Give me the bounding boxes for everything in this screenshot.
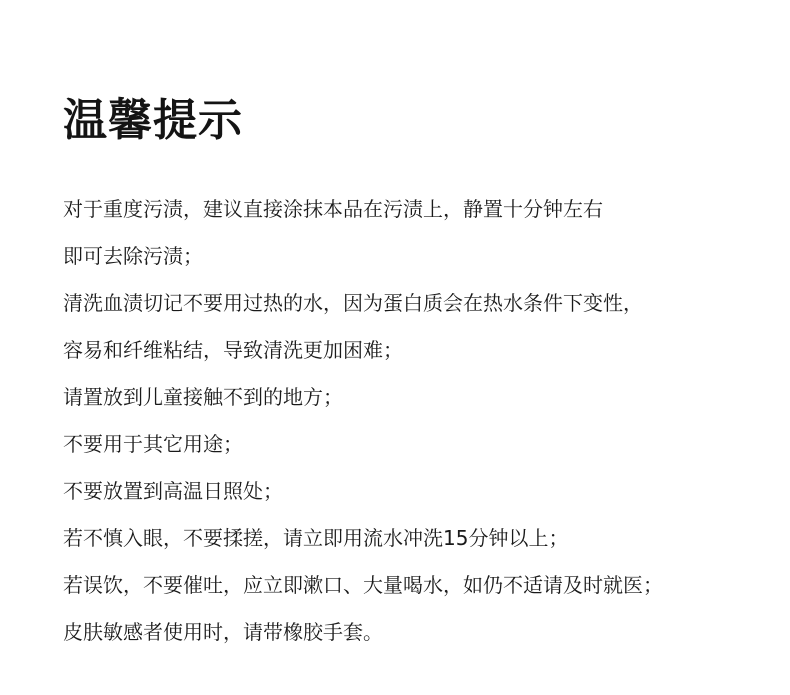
notice-line: 皮肤敏感者使用时，请带橡胶手套。 bbox=[63, 620, 383, 644]
notice-line: 请置放到儿童接触不到的地方； bbox=[63, 385, 343, 409]
notice-title: 温馨提示 bbox=[63, 95, 243, 146]
notice-section bbox=[63, 94, 763, 644]
notice-line: 不要放置到高温日照处； bbox=[63, 479, 283, 503]
notice-line: 若不慎入眼，不要揉搓，请立即用流水冲洗15分钟以上； bbox=[63, 526, 569, 550]
notice-lines bbox=[63, 186, 763, 656]
notice-line: 清洗血渍切记不要用过热的水，因为蛋白质会在热水条件下变性， bbox=[63, 291, 643, 315]
notice-line: 对于重度污渍，建议直接涂抹本品在污渍上，静置十分钟左右 bbox=[63, 197, 603, 221]
notice-line: 即可去除污渍； bbox=[63, 244, 203, 268]
notice-line: 不要用于其它用途； bbox=[63, 432, 243, 456]
notice-line: 若误饮，不要催吐，应立即漱口、大量喝水，如仍不适请及时就医； bbox=[63, 573, 663, 597]
notice-line: 容易和纤维粘结，导致清洗更加困难； bbox=[63, 338, 403, 362]
